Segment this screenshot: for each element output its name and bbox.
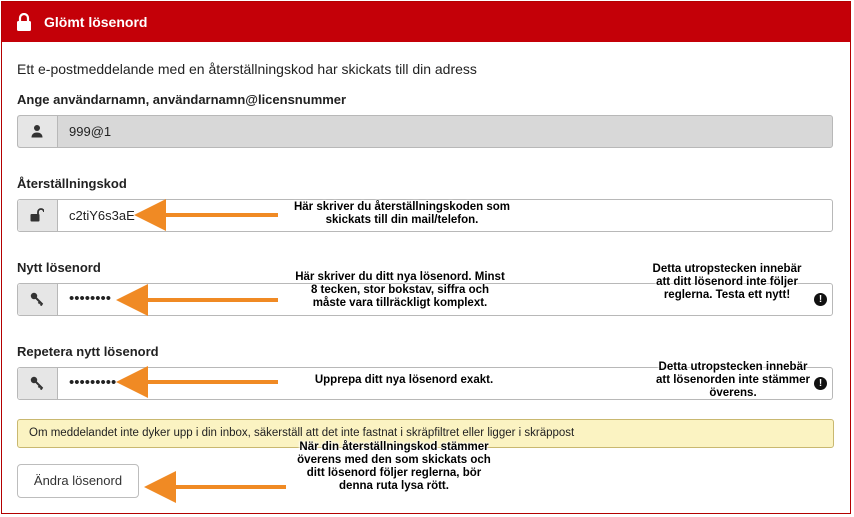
new-password-label: Nytt lösenord bbox=[17, 260, 101, 275]
annotation-repeat-password: Upprepa ditt nya lösenord exakt. bbox=[314, 374, 494, 386]
annotation-repeat-password-warning: Detta utropstecken innebär att lösenorden inte stämmer överens. bbox=[655, 361, 810, 399]
repeat-password-warning-icon: ! bbox=[814, 377, 827, 390]
new-password-value: •••••••• bbox=[69, 290, 112, 307]
username-value: 999@1 bbox=[69, 124, 112, 139]
panel-title: Glömt lösenord bbox=[44, 14, 148, 30]
username-label: Ange användarnamn, användarnamn@licensnummer bbox=[17, 92, 347, 107]
annotation-new-password: Här skriver du ditt nya lösenord. Minst 8 tecken, stor bokstav, siffra och måste vara tillräckligt komplext. bbox=[295, 271, 505, 309]
new-password-warning-icon: ! bbox=[814, 293, 827, 306]
info-text: Ett e-postmeddelande med en återställningskod har skickats till din adress bbox=[17, 61, 477, 77]
annotation-reset-code: Här skriver du återställningskoden som skickats till din mail/telefon. bbox=[293, 201, 511, 226]
reset-code-value: c2tiY6s3aE bbox=[69, 208, 135, 223]
annotation-submit: När din återställningskod stämmer överens med den som skickats och ditt lösenord följer reglerna, bör denna ruta lysa rött. bbox=[297, 441, 491, 492]
spam-alert: Om meddelandet inte dyker upp i din inbox, säkerställ att det inte fastnat i skräpfiltret eller ligger i skräppost bbox=[17, 419, 834, 448]
change-password-button[interactable]: Ändra lösenord bbox=[17, 464, 139, 498]
annotation-new-password-warning: Detta utropstecken innebär att ditt lösenord inte följer reglerna. Testa ett nytt! bbox=[652, 263, 802, 301]
reset-code-label: Återställningskod bbox=[17, 176, 127, 191]
repeat-password-value: ••••••••• bbox=[69, 374, 117, 391]
repeat-password-label: Repetera nytt lösenord bbox=[17, 344, 159, 359]
